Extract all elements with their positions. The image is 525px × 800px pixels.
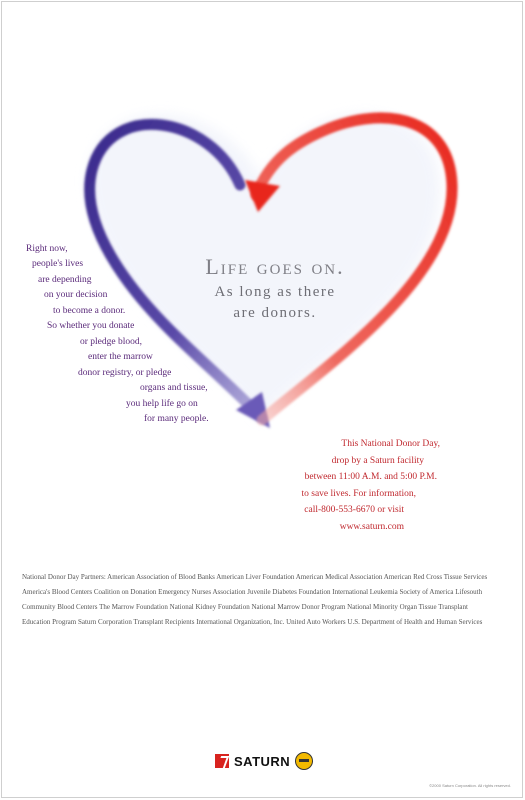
right-copy-line: call-800-553-6670 or visit www.saturn.com (304, 505, 404, 532)
uaw-emblem-icon (295, 752, 313, 770)
left-copy-line: you help life go on (126, 399, 198, 409)
copyright-notice: ©2000 Saturn Corporation. All rights reserved. (429, 783, 511, 788)
left-copy-line: for many people. (144, 414, 209, 424)
partners-list (22, 570, 510, 630)
left-copy-line: to become a donor. (53, 306, 126, 316)
saturn-mark-icon (215, 754, 229, 768)
saturn-wordmark: SATURN (234, 753, 291, 769)
saturn-logo (215, 751, 313, 771)
left-copy-line: enter the marrow (88, 352, 153, 362)
left-copy-line: organs and tissue, (140, 383, 208, 393)
partners-line: America's Blood Centers Coalition on Donation Emergency Nurses Association Juvenile Diabetes Foundation International Leukemia Society of America Lifesouth (22, 588, 483, 596)
partners-line: National Donor Day Partners: American Association of Blood Banks American Liver Foundation American Medical Association American Red Cross Tissue Services (22, 573, 488, 581)
headline-subtitle-2: are donors. (233, 305, 317, 321)
left-copy-line: So whether you donate (47, 321, 135, 331)
left-copy-line: donor registry, or pledge (78, 368, 172, 378)
left-copy-line: Right now, (26, 244, 68, 254)
right-body-copy (240, 436, 440, 535)
left-copy-line: people's lives (32, 259, 84, 269)
headline-subtitle-1: As long as there (214, 284, 336, 300)
right-copy-line: This National Donor Day, (341, 439, 440, 449)
partners-line: Education Program Saturn Corporation Transplant Recipients International Organization, Inc. United Auto Workers U.S. Department of Health and Human Services (22, 618, 483, 626)
partners-line: Community Blood Centers The Marrow Foundation National Kidney Foundation National Marrow Donor Program National Minority Organ Tissue Transplant (22, 603, 468, 611)
right-copy-line: to save lives. For information, (301, 488, 416, 499)
left-copy-line: are depending (38, 275, 92, 285)
headline-title: Life goes on. (205, 254, 345, 279)
headline (150, 254, 400, 322)
left-copy-line: on your decision (44, 290, 108, 300)
right-copy-line: drop by a Saturn facility (331, 455, 424, 466)
right-copy-line: between 11:00 A.M. and 5:00 P.M. (304, 472, 437, 482)
left-copy-line: or pledge blood, (80, 337, 143, 347)
